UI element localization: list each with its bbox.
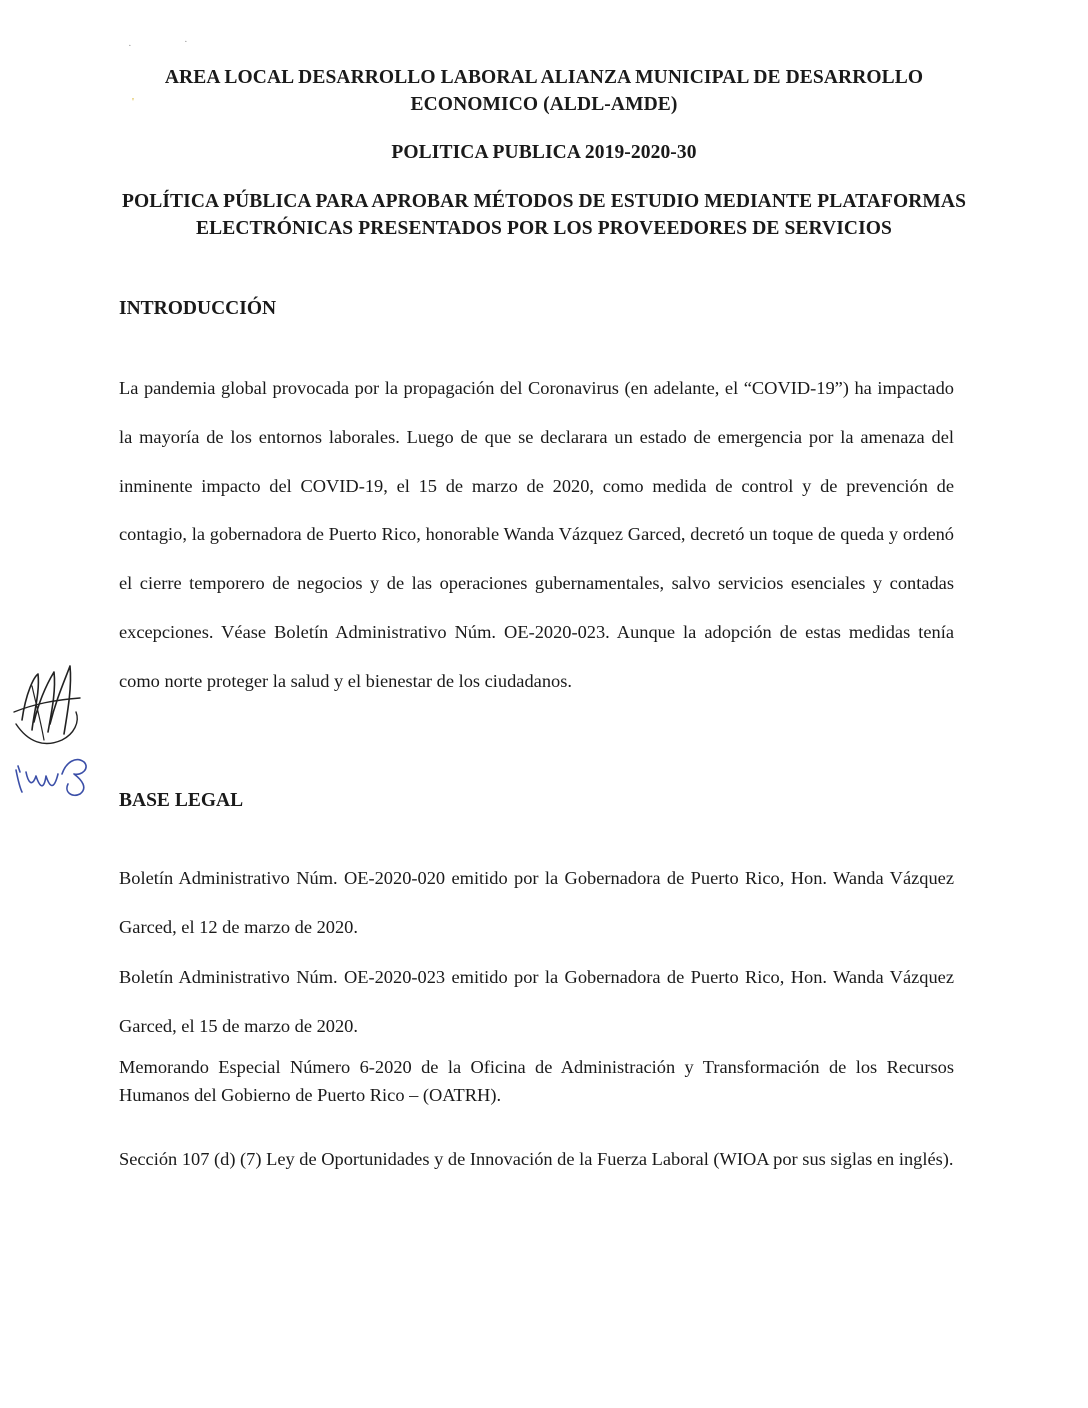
initials-mark-stroke [16, 712, 77, 743]
scan-speck: · [184, 36, 188, 48]
handwritten-initials [4, 652, 114, 822]
legal-basis-item: Memorando Especial Número 6-2020 de la Oficina de Administración y Transformación de los Recursos Humanos del Gobierno de Puerto Rico – (OATRH). [119, 1057, 954, 1105]
policy-number: POLITICA PUBLICA 2019-2020-30 [391, 142, 697, 163]
initials-ink-stroke [26, 772, 58, 786]
legal-basis-item: Sección 107 (d) (7) Ley de Oportunidades y de Innovación de la Fuerza Laboral (WIOA por sus siglas en inglés). [119, 1149, 954, 1169]
legal-basis-item: Boletín Administrativo Núm. OE-2020-023 emitido por la Gobernadora de Puerto Rico, Hon. Wanda Vázquez Garced, el 15 de marzo de 2020. [119, 967, 954, 1036]
legal-basis-item: Boletín Administrativo Núm. OE-2020-020 emitido por la Gobernadora de Puerto Rico, Hon. Wanda Vázquez Garced, el 12 de marzo de 2020. [119, 868, 954, 937]
initials-ink-stroke [62, 760, 86, 796]
introduction-paragraph: La pandemia global provocada por la propagación del Coronavirus (en adelante, el “COVID-19”) ha impactado la mayoría de los entornos laborales. Luego de que se declarara un estado de emergencia por la amenaza del inminente impacto del COVID-19, el 15 de marzo de 2020, como medida de control y de prevención de contagio, la gobernadora de Puerto Rico, honorable Wanda Vázquez Garced, decretó un toque de queda y ordenó el cierre temporero de negocios y de las operaciones gubernamentales, salvo servicios esenciales y contadas excepciones. Véase Boletín Administrativo Núm. OE-2020-023. Aunque la adopción de estas medidas tenía como norte proteger la salud y el bienestar de los ciudadanos. [119, 378, 954, 691]
initials-ink-stroke [18, 766, 20, 772]
organization-title: AREA LOCAL DESARROLLO LABORAL ALIANZA MUNICIPAL DE DESARROLLO ECONOMICO (ALDL-AMDE) [164, 67, 924, 115]
policy-title: POLÍTICA PÚBLICA PARA APROBAR MÉTODOS DE ESTUDIO MEDIANTE PLATAFORMAS ELECTRÓNICAS PRESENTADOS POR LOS PROVEEDORES DE SERVICIOS [121, 191, 967, 239]
scan-speck: · [128, 40, 132, 52]
introduction-body [119, 364, 954, 706]
introduction-heading: INTRODUCCIÓN [119, 298, 277, 319]
initials-ink-stroke [16, 770, 22, 792]
scan-speck: ' [132, 96, 134, 108]
legal-basis-heading: BASE LEGAL [119, 790, 244, 811]
